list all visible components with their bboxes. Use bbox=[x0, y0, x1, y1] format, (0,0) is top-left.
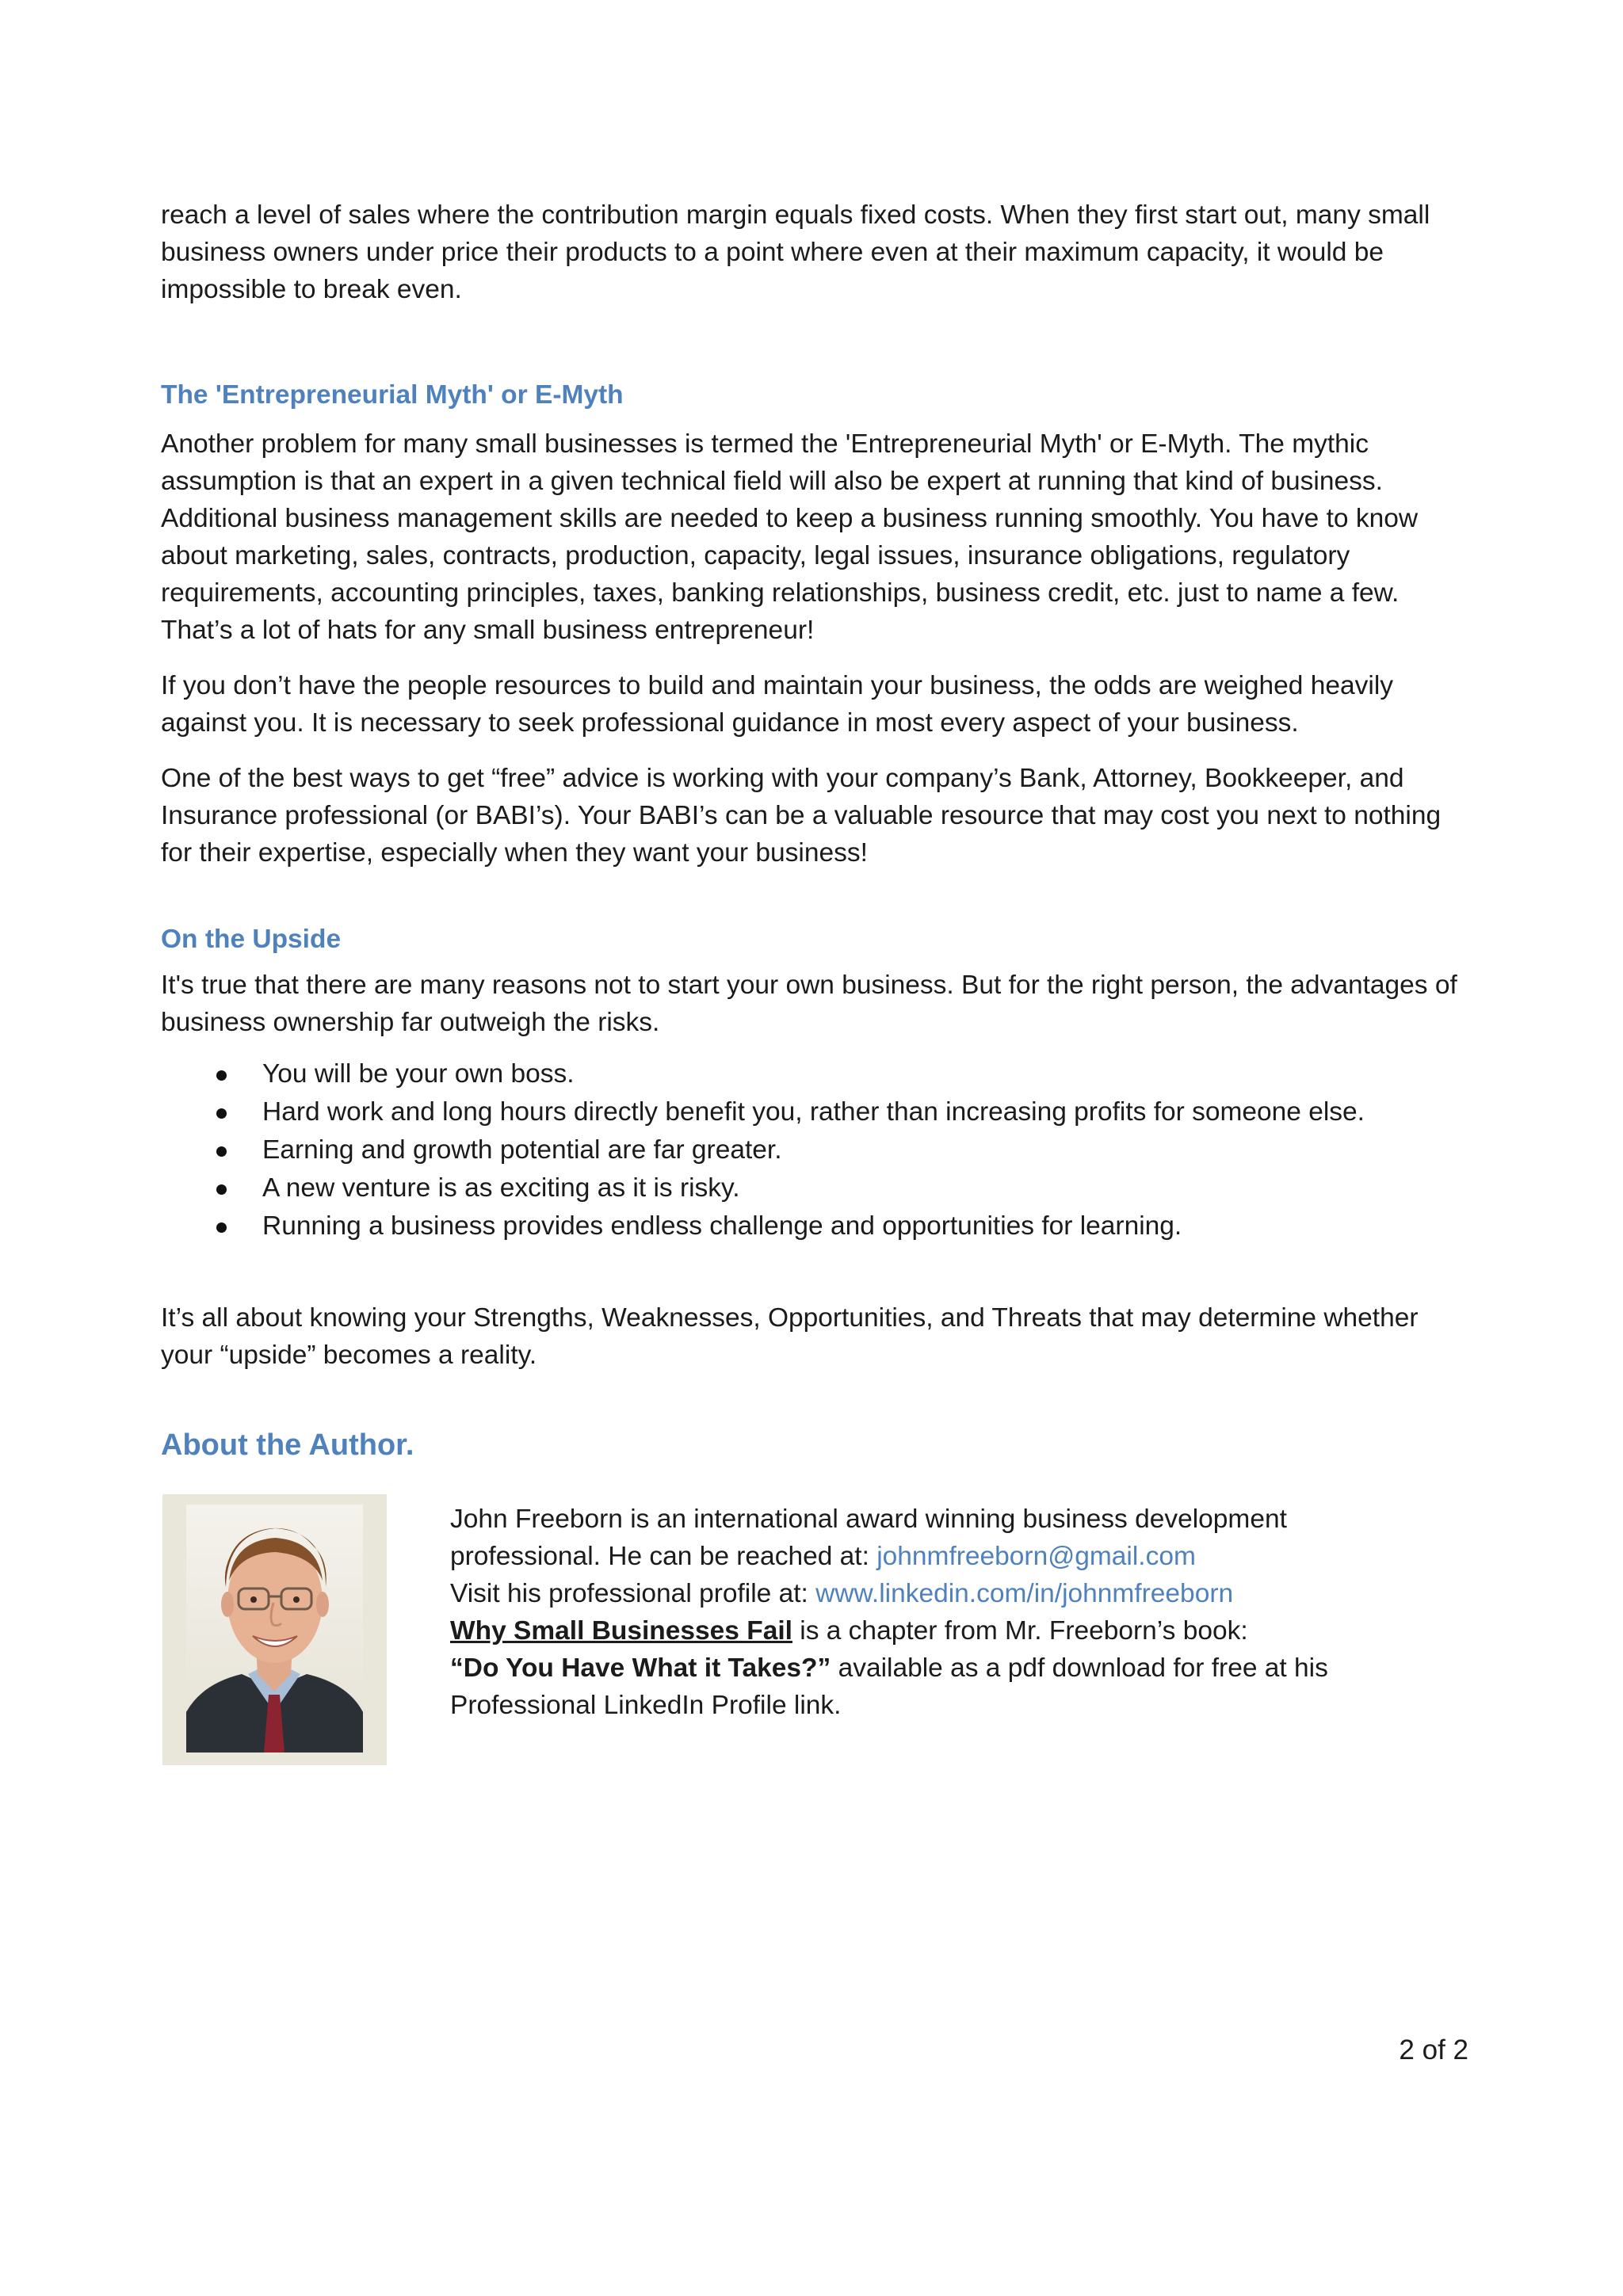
upside-heading: On the Upside bbox=[161, 925, 342, 954]
author-contact-label: professional. He can be reached at: bbox=[450, 1542, 877, 1571]
book-suffix: available as a pdf download for free at his bbox=[831, 1653, 1328, 1683]
bullet-icon bbox=[216, 1184, 227, 1195]
emyth-paragraph-1: Another problem for many small businesses is termed the 'Entrepreneurial Myth' or E-Myth. The mythic assumption is that an expert in a given technical field will also be expert at running that kind of business. Additional business management skills are needed to keep a business running smoothly. You have to know about marketing, sales, contracts, production, capacity, legal issues, insurance obligations, regulatory requirements, accounting principles, taxes, banking relationships, business credit, etc. just to name a few. That’s a lot of hats for any small business entrepreneur! bbox=[161, 429, 1419, 645]
author-email-link[interactable]: johnmfreeborn@gmail.com bbox=[876, 1542, 1196, 1571]
author-bio-line-4 bbox=[450, 1612, 1457, 1650]
upside-paragraph-2: It’s all about knowing your Strengths, Weaknesses, Opportunities, and Threats that may determine whether your “upside” becomes a reality. bbox=[161, 1303, 1419, 1370]
advantages-list bbox=[161, 1055, 1468, 1245]
author-bio-line-2 bbox=[450, 1538, 1457, 1575]
list-item bbox=[216, 1055, 1468, 1093]
chapter-title: Why Small Businesses Fail bbox=[450, 1616, 792, 1646]
author-bio-line-6: Professional LinkedIn Profile link. bbox=[450, 1691, 842, 1720]
about-author-heading: About the Author. bbox=[161, 1428, 414, 1462]
author-profile-link[interactable]: www.linkedin.com/in/johnmfreeborn bbox=[815, 1579, 1234, 1608]
emyth-paragraph-2: If you don’t have the people resources to build and maintain your business, the odds are weighed heavily against you. It is necessary to seek professional guidance in most every aspect of your business. bbox=[161, 671, 1394, 738]
author-portrait-image bbox=[186, 1505, 363, 1753]
list-item bbox=[216, 1093, 1468, 1131]
emyth-paragraph-3: One of the best ways to get “free” advice is working with your company’s Bank, Attorney, Bookkeeper, and Insurance professional (or BABI’s). Your BABI’s can be a valuable resource that may cost you next to nothing for their expertise, especially when they want your business! bbox=[161, 764, 1442, 868]
list-item-text: Hard work and long hours directly benefit you, rather than increasing profits for someone else. bbox=[262, 1097, 1365, 1127]
author-photo bbox=[162, 1494, 387, 1765]
emyth-heading: The 'Entrepreneurial Myth' or E-Myth bbox=[161, 380, 624, 410]
intro-paragraph: reach a level of sales where the contribution margin equals fixed costs. When they first start out, many small business owners under price their products to a point where even at their maximum capacity, it would be impossible to break even. bbox=[161, 200, 1430, 304]
list-item bbox=[216, 1169, 1468, 1207]
author-bio bbox=[450, 1501, 1457, 1724]
upside-paragraph-1: It's true that there are many reasons not to start your own business. But for the right person, the advantages of business ownership far outweigh the risks. bbox=[161, 971, 1457, 1037]
bullet-icon bbox=[216, 1222, 227, 1233]
author-block bbox=[161, 1494, 1468, 1768]
bullet-icon bbox=[216, 1070, 227, 1081]
book-title: “Do You Have What it Takes?” bbox=[450, 1653, 831, 1683]
bullet-icon bbox=[216, 1146, 227, 1157]
author-profile-label: Visit his professional profile at: bbox=[450, 1579, 816, 1608]
page-number: 2 of 2 bbox=[1399, 2035, 1468, 2065]
page-content bbox=[161, 196, 1468, 1768]
bullet-icon bbox=[216, 1108, 227, 1119]
author-bio-line-1: John Freeborn is an international award winning business development bbox=[450, 1505, 1287, 1534]
author-bio-line-5 bbox=[450, 1650, 1457, 1687]
list-item-text: You will be your own boss. bbox=[262, 1059, 575, 1089]
list-item-text: Earning and growth potential are far greater. bbox=[262, 1135, 782, 1165]
list-item bbox=[216, 1207, 1468, 1245]
author-bio-line-3 bbox=[450, 1575, 1457, 1612]
list-item bbox=[216, 1131, 1468, 1169]
list-item-text: Running a business provides endless challenge and opportunities for learning. bbox=[262, 1211, 1182, 1241]
list-item-text: A new venture is as exciting as it is risky. bbox=[262, 1173, 740, 1203]
chapter-suffix: is a chapter from Mr. Freeborn’s book: bbox=[792, 1616, 1248, 1646]
